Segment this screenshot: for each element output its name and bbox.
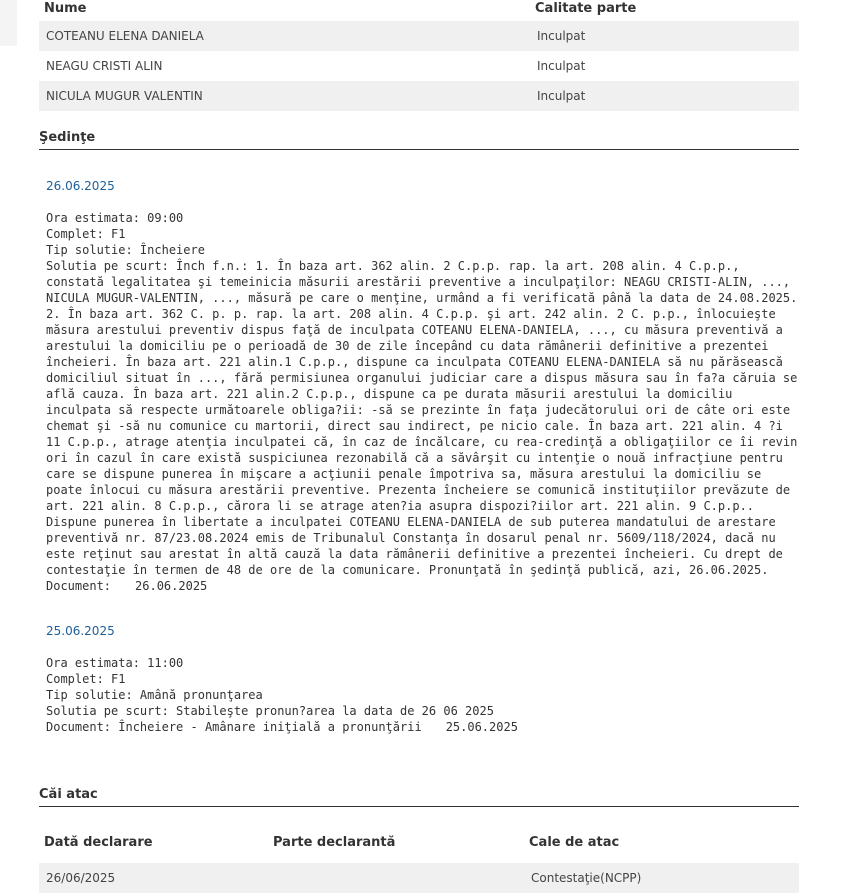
session-time: Ora estimata: 09:00 [46,211,184,225]
parties-table [39,0,799,111]
document-date: 26.06.2025 [135,579,208,593]
party-role: Inculpat [530,81,799,111]
appeals-section-title: Căi atac [39,787,799,807]
session-solution-type: Tip solutie: Încheiere [46,243,205,257]
appeal-type: Contestaţie(NCPP) [524,863,799,893]
party-role: Inculpat [530,21,799,51]
column-header-role: Calitate parte [535,1,637,16]
appeals-table [39,827,799,893]
table-row [39,863,799,893]
appeal-date: 26/06/2025 [39,863,268,893]
document-label: Document: [46,579,112,593]
left-edge-panel [0,0,17,46]
session-entry [39,178,799,594]
table-row [39,21,799,51]
party-name: COTEANU ELENA DANIELA [39,21,530,51]
party-name: NEAGU CRISTI ALIN [46,59,163,73]
case-details [39,0,799,893]
sessions-section-title: Şedinţe [39,130,799,150]
session-details [46,655,799,735]
session-solution-type: Tip solutie: Amână pronunţarea [46,688,263,702]
party-name: NICULA MUGUR VALENTIN [39,81,530,111]
parties-header-row [39,0,799,21]
session-solution-summary: Solutia pe scurt: Înch f.n.: 1. În baza art. 362 alin. 2 C.p.p. rap. la art. 208 alin. 4 C.p.p., constată legalitatea şi temeinicia măsurii arestării preventive a inculpaţilor: NEAGU CRISTI-ALIN, ..., NICULA MUGUR-VALENTIN, ..., măsură pe care o menţine, urmând a fi verificată până la data de 24.08.2025. 2. În baza art. 362 C. p. p. rap. la art. 208 alin. 4 C.p.p. şi art. 242 alin. 2 C. p.p., înlocuieşte măsura arestului preventiv dispus faţă de inculpata COTEANU ELENA-DANIELA, ..., cu măsura preventivă a arestului la domiciliu pe o perioadă de 30 de zile începând cu data rămânerii definitive a prezentei încheieri. În baza art. 221 alin.1 C.p.p., dispune ca inculpata COTEANU ELENA-DANIELA să nu părăsească domiciliul situat în ..., fără permisiunea organului judiciar care a dispus măsura sau în fa?a căruia se află cauza. În baza art. 221 alin.2 C.p.p., dispune ca pe durata măsurii arestului la domiciliu inculpata să respecte următoarele obliga?ii: -să se prezinte în faţa judecătorului ori de câte ori este chemat şi -să nu comunice cu martorii, direct sau indirect, pe nicio cale. În baza art. 221 alin. 4 ?i 11 C.p.p., atrage atenţia inculpatei că, în caz de încălcare, cu rea-credinţă a obligaţiilor ce îi revin ori în cazul în care există suspiciunea rezonabilă că a săvârşit cu intenţie o nouă infracţiune pentru care se dispune punerea în mişcare a acţiunii penale împotriva sa, măsura arestului la domiciliu se poate înlocui cu măsura arestării preventive. Prezenta încheiere se comunică instituţiilor prevăzute de art. 221 alin. 8 C.p.p., cărora li se atrage aten?ia asupra dispozi?iilor art. 221 alin. 9 C.p.p.. Dispune punerea în libertate a inculpatei COTEANU ELENA-DANIELA de sub puterea mandatului de arestare preventivă nr. 87/23.08.2024 emis de Tribunalul Constanţa în dosarul penal nr. 5609/118/2024, dacă nu este reţinut sau arestat în altă cauză la data rămânerii definitive a prezentei încheieri. Cu drept de contestaţie în termen de 48 de ore de la comunicare. Pronunţată în şedinţă publică, azi, 26.06.2025. [46,259,798,577]
session-date: 26.06.2025 [46,179,115,193]
table-row [39,81,799,111]
session-panel: Complet: F1 [46,672,126,686]
column-header-declaring-party: Parte declarantă [273,835,396,850]
document-date: 25.06.2025 [445,720,518,734]
session-time: Ora estimata: 11:00 [46,656,184,670]
appeal-party [268,863,524,893]
session-date: 25.06.2025 [46,624,115,638]
column-header-declaration-date: Dată declarare [44,835,153,850]
column-header-name: Nume [44,1,87,16]
session-document [46,578,799,594]
party-role: Inculpat [537,59,586,73]
session-details [46,210,799,594]
document-label: Document: Încheiere - Amânare iniţială a pronunţării [46,720,422,734]
appeals-header-row [39,827,799,863]
column-header-appeal-type: Cale de atac [529,835,620,850]
session-panel: Complet: F1 [46,227,126,241]
table-row [39,51,799,81]
session-entry [39,623,799,735]
session-solution-summary: Solutia pe scurt: Stabileşte pronun?area la data de 26 06 2025 [46,704,494,718]
session-document [46,719,799,735]
